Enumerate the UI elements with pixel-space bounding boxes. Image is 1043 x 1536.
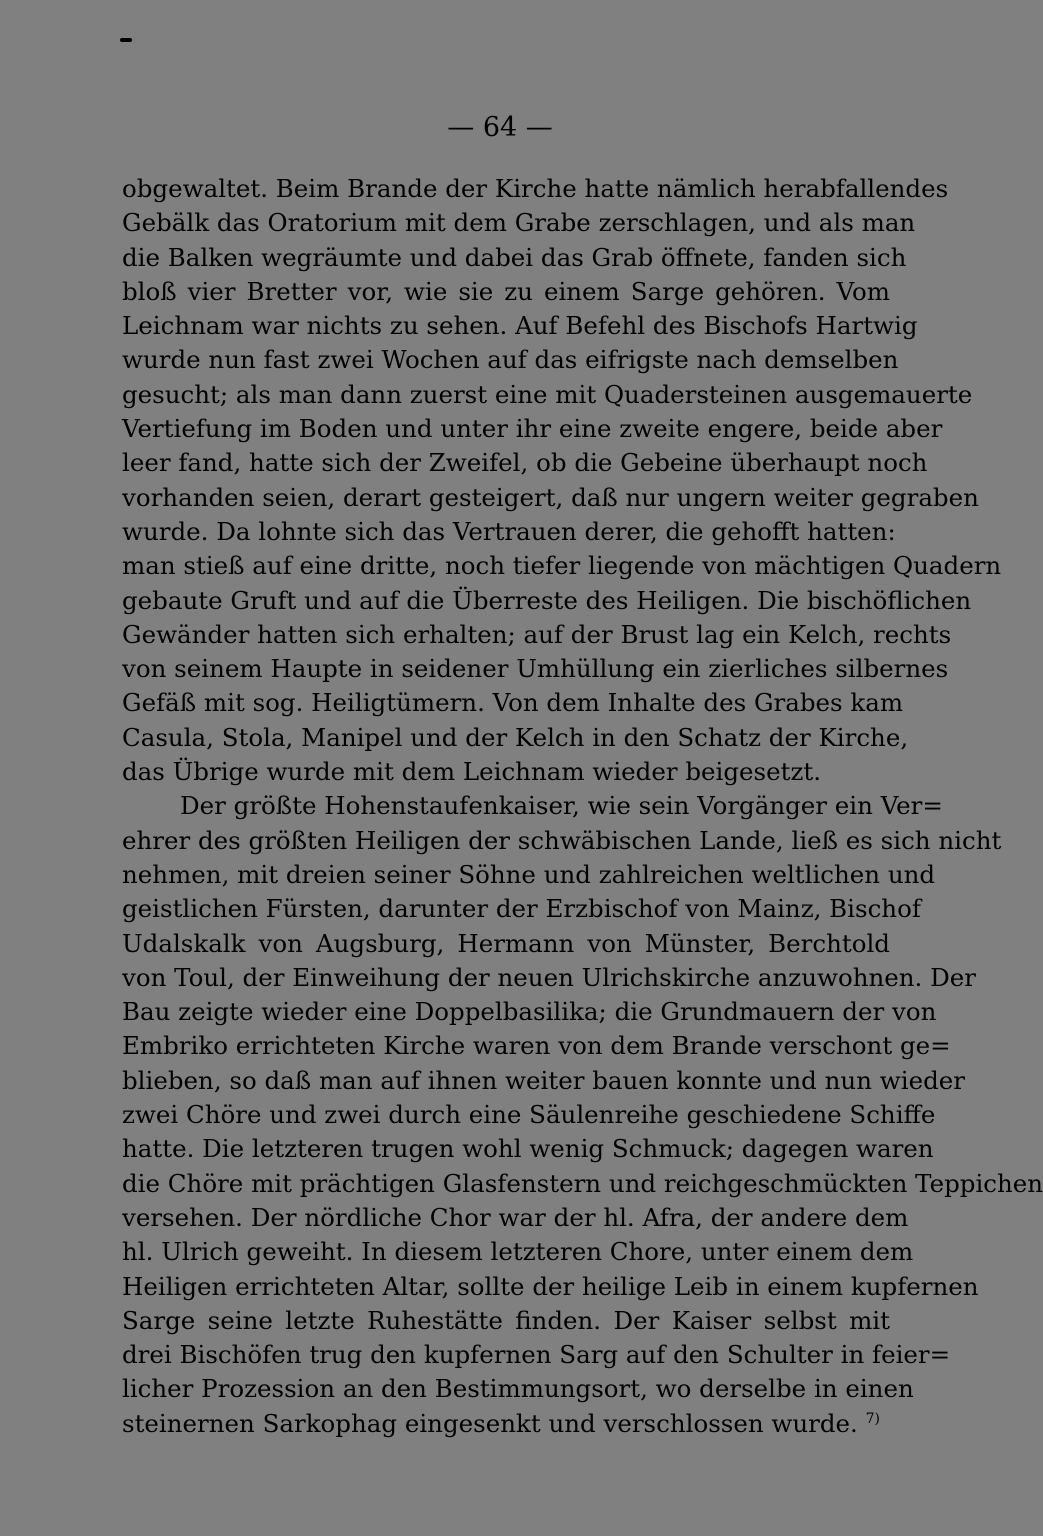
text-line: ehrer des größten Heiligen der schwäbischen Lande, ließ es sich nicht (122, 825, 1002, 855)
text-line: hl. Ulrich geweiht. In diesem letzteren Chore, unter einem dem (122, 1237, 914, 1267)
text-line: gebaute Gruft und auf die Überreste des Heiligen. Die bischöflichen (122, 585, 972, 615)
text-line: Der größte Hohenstaufenkaiser, wie sein Vorgänger ein Ver= (180, 791, 943, 821)
body-text (122, 172, 1043, 1441)
text-line: licher Prozession an den Bestimmungsort, wo derselbe in einen (122, 1374, 914, 1404)
print-speck (120, 38, 132, 42)
text-line: leer fand, hatte sich der Zweifel, ob die Gebeine überhaupt noch (122, 448, 928, 478)
text-line: man stieß auf eine dritte, noch tiefer liegende von mächtigen Quadern (122, 551, 1002, 581)
text-line: hatte. Die letzteren trugen wohl wenig Schmuck; dagegen waren (122, 1134, 934, 1164)
text-line: nehmen, mit dreien seiner Söhne und zahlreichen weltlichen und (122, 859, 936, 889)
text-line: zwei Chöre und zwei durch eine Säulenreihe geschiedene Schiffe (122, 1100, 936, 1130)
text-line: wurde. Da lohnte sich das Vertrauen derer, die gehofft hatten: (122, 516, 896, 546)
text-line: bloß vier Bretter vor, wie sie zu einem Sarge gehören. Vom (122, 276, 890, 306)
text-line: geistlichen Fürsten, darunter der Erzbischof von Mainz, Bischof (122, 894, 921, 924)
text-line: Bau zeigte wieder eine Doppelbasilika; die Grundmauern der von (122, 997, 937, 1027)
text-line: Udalskalk von Augsburg, Hermann von Münster, Berchtold (122, 928, 890, 958)
text-line: obgewaltet. Beim Brande der Kirche hatte nämlich herabfallendes (122, 174, 949, 203)
text-line: die Balken wegräumte und dabei das Grab öffnete, fanden sich (122, 242, 907, 272)
footnote-reference[interactable]: 7) (865, 1410, 881, 1427)
text-line: wurde nun fast zwei Wochen auf das eifrigste nach demselben (122, 345, 899, 375)
text-line: versehen. Der nördliche Chor war der hl. Afra, der andere dem (122, 1202, 909, 1232)
text-line: Vertiefung im Boden und unter ihr eine zweite engere, beide aber (122, 414, 943, 444)
text-line: Casula, Stola, Manipel und der Kelch in den Schatz der Kirche, (122, 722, 909, 752)
paragraph-2 (122, 789, 1043, 1441)
text-line: Gebälk das Oratorium mit dem Grabe zerschlagen, und als man (122, 208, 916, 238)
text-line-content: steinernen Sarkophag eingesenkt und verschlossen wurde. (122, 1408, 858, 1438)
text-line: Heiligen errichteten Altar, sollte der heilige Leib in einem kupfernen (122, 1271, 979, 1301)
text-line: Sarge seine letzte Ruhestätte finden. Der Kaiser selbst mit (122, 1305, 890, 1335)
text-line: das Übrige wurde mit dem Leichnam wieder beigesetzt. (122, 757, 821, 787)
text-line: drei Bischöfen trug den kupfernen Sarg auf den Schulter in feier= (122, 1340, 951, 1370)
page-number: — 64 — (447, 112, 553, 143)
text-line-final (122, 1407, 890, 1441)
text-line: Gefäß mit sog. Heiligtümern. Von dem Inhalte des Grabes kam (122, 688, 904, 718)
text-line: die Chöre mit prächtigen Glasfenstern und reichgeschmückten Teppichen (122, 1168, 1043, 1198)
text-line: vorhanden seien, derart gesteigert, daß nur ungern weiter gegraben (122, 482, 979, 512)
text-line: blieben, so daß man auf ihnen weiter bauen konnte und nun wieder (122, 1065, 965, 1095)
text-line: von seinem Haupte in seidener Umhüllung ein zierliches silbernes (122, 654, 949, 684)
paragraph-1 (122, 172, 1002, 789)
text-line: Gewänder hatten sich erhalten; auf der Brust lag ein Kelch, rechts (122, 619, 952, 649)
text-line: Embriko errichteten Kirche waren von dem Brande verschont ge= (122, 1031, 951, 1061)
text-line: Leichnam war nichts zu sehen. Auf Befehl des Bischofs Hartwig (122, 311, 918, 341)
text-line: von Toul, der Einweihung der neuen Ulrichskirche anzuwohnen. Der (122, 962, 976, 992)
text-line: gesucht; als man dann zuerst eine mit Quadersteinen ausgemauerte (122, 379, 973, 409)
